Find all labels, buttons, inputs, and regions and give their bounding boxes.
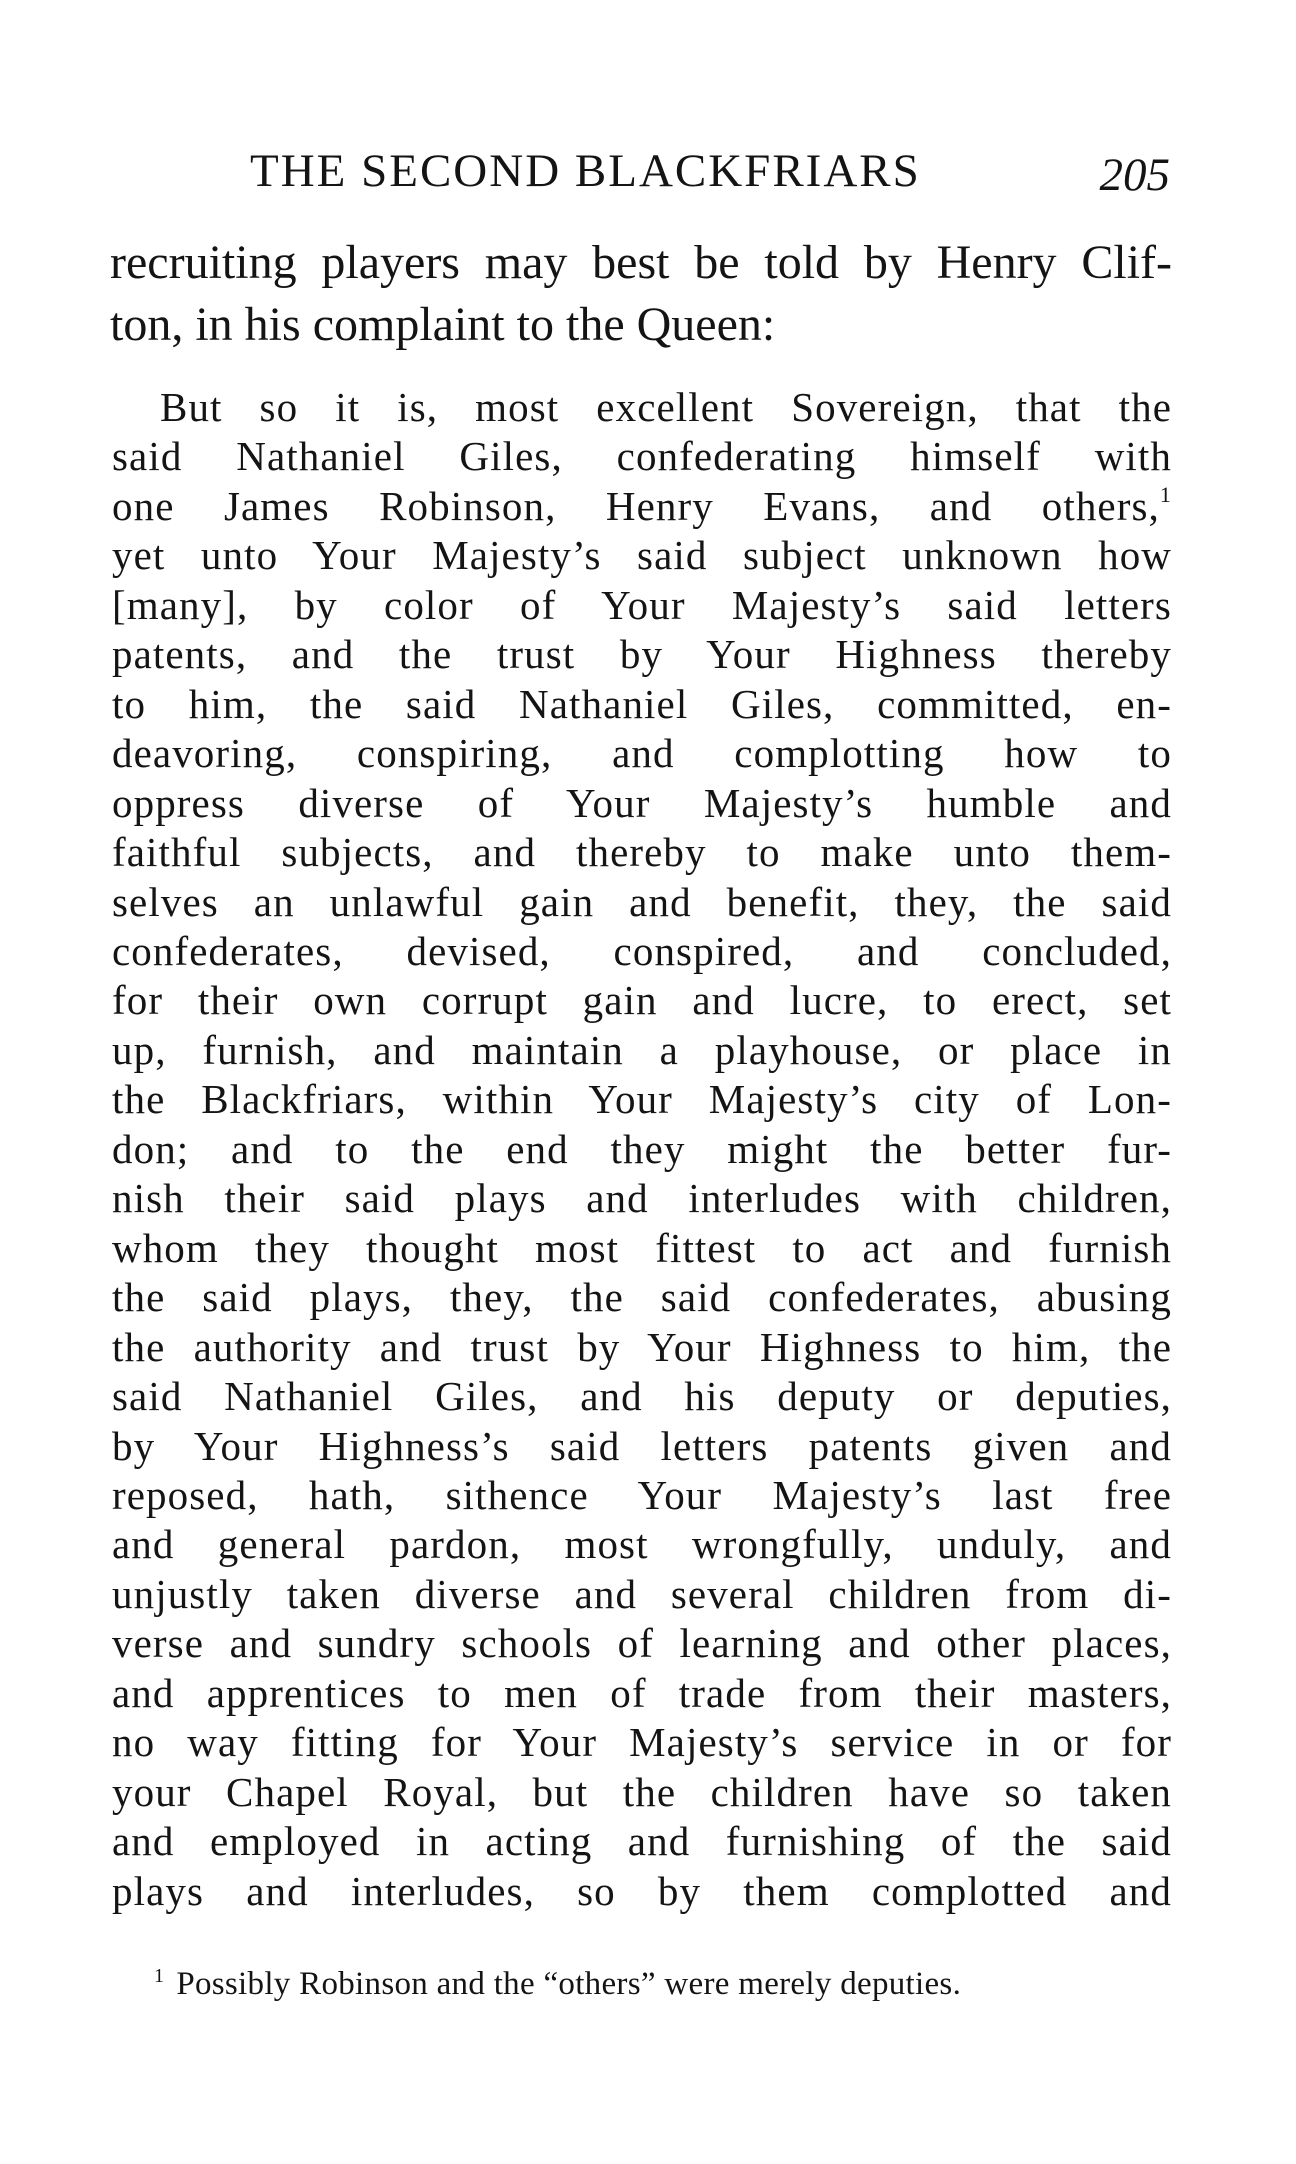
quote-line-text: one James Robinson, Henry Evans, and others, [112, 482, 1160, 529]
quote-line: the said plays, they, the said confederates, abusing [112, 1274, 1172, 1321]
text-line: recruiting players may best be told by Henry Clif- [110, 236, 1172, 289]
quote-line: yet unto Your Majesty’s said subject unknown how [112, 532, 1172, 579]
quote-line: nish their said plays and interludes with children, [112, 1175, 1172, 1222]
quote-line: to him, the said Nathaniel Giles, committed, en- [112, 680, 1172, 727]
intro-paragraph [110, 232, 1172, 356]
quote-line: and general pardon, most wrongfully, unduly, and [112, 1521, 1172, 1568]
quote-line: whom they thought most fittest to act and furnish [112, 1224, 1172, 1271]
quote-line: confederates, devised, conspired, and concluded, [112, 927, 1172, 974]
quote-line: your Chapel Royal, but the children have so taken [112, 1768, 1172, 1815]
quote-line: unjustly taken diverse and several children from di- [112, 1570, 1172, 1617]
quote-line: said Nathaniel Giles, confederating himself with [112, 433, 1172, 480]
quote-line: plays and interludes, so by them complotted and [112, 1867, 1172, 1914]
quote-line: and apprentices to men of trade from their masters, [112, 1669, 1172, 1716]
quote-line: up, furnish, and maintain a playhouse, or place in [112, 1026, 1172, 1073]
quote-line: patents, and the trust by Your Highness thereby [112, 631, 1172, 678]
quote-line: oppress diverse of Your Majesty’s humble and [112, 779, 1172, 826]
quote-line: don; and to the end they might the better fur- [112, 1125, 1172, 1172]
quote-line: the authority and trust by Your Highness to him, the [112, 1323, 1172, 1370]
quote-line [112, 482, 1172, 531]
quote-line: faithful subjects, and thereby to make unto them- [112, 829, 1172, 876]
footnote-reference: 1 [1159, 481, 1172, 507]
footnote-marker: 1 [154, 1965, 165, 1987]
quote-line: by Your Highness’s said letters patents given and [112, 1422, 1172, 1469]
quote-line: deavoring, conspiring, and complotting how to [112, 730, 1172, 777]
text-line: ton, in his complaint to the Queen: [110, 298, 776, 351]
footnote [110, 1956, 1172, 2004]
running-head [110, 143, 1170, 199]
running-title: THE SECOND BLACKFRIARS [250, 145, 921, 197]
quote-line: no way fitting for Your Majesty’s service in or for [112, 1719, 1172, 1766]
footnote-text: Possibly Robinson and the “others” were merely deputies. [176, 1966, 962, 2002]
quote-line: verse and sundry schools of learning and other places, [112, 1620, 1172, 1667]
quote-line: But so it is, most excellent Sovereign, that the [160, 384, 1172, 430]
quote-line: selves an unlawful gain and benefit, they, the said [112, 878, 1172, 925]
quote-line: said Nathaniel Giles, and his deputy or deputies, [112, 1373, 1172, 1420]
page-number: 205 [1099, 149, 1170, 201]
block-quote [112, 383, 1172, 1916]
quote-line: for their own corrupt gain and lucre, to erect, set [112, 977, 1172, 1024]
quote-line: and employed in acting and furnishing of the said [112, 1818, 1172, 1865]
quote-line: [many], by color of Your Majesty’s said letters [112, 581, 1172, 628]
quote-line: the Blackfriars, within Your Majesty’s city of Lon- [112, 1076, 1172, 1123]
quote-line: reposed, hath, sithence Your Majesty’s last free [112, 1471, 1172, 1518]
